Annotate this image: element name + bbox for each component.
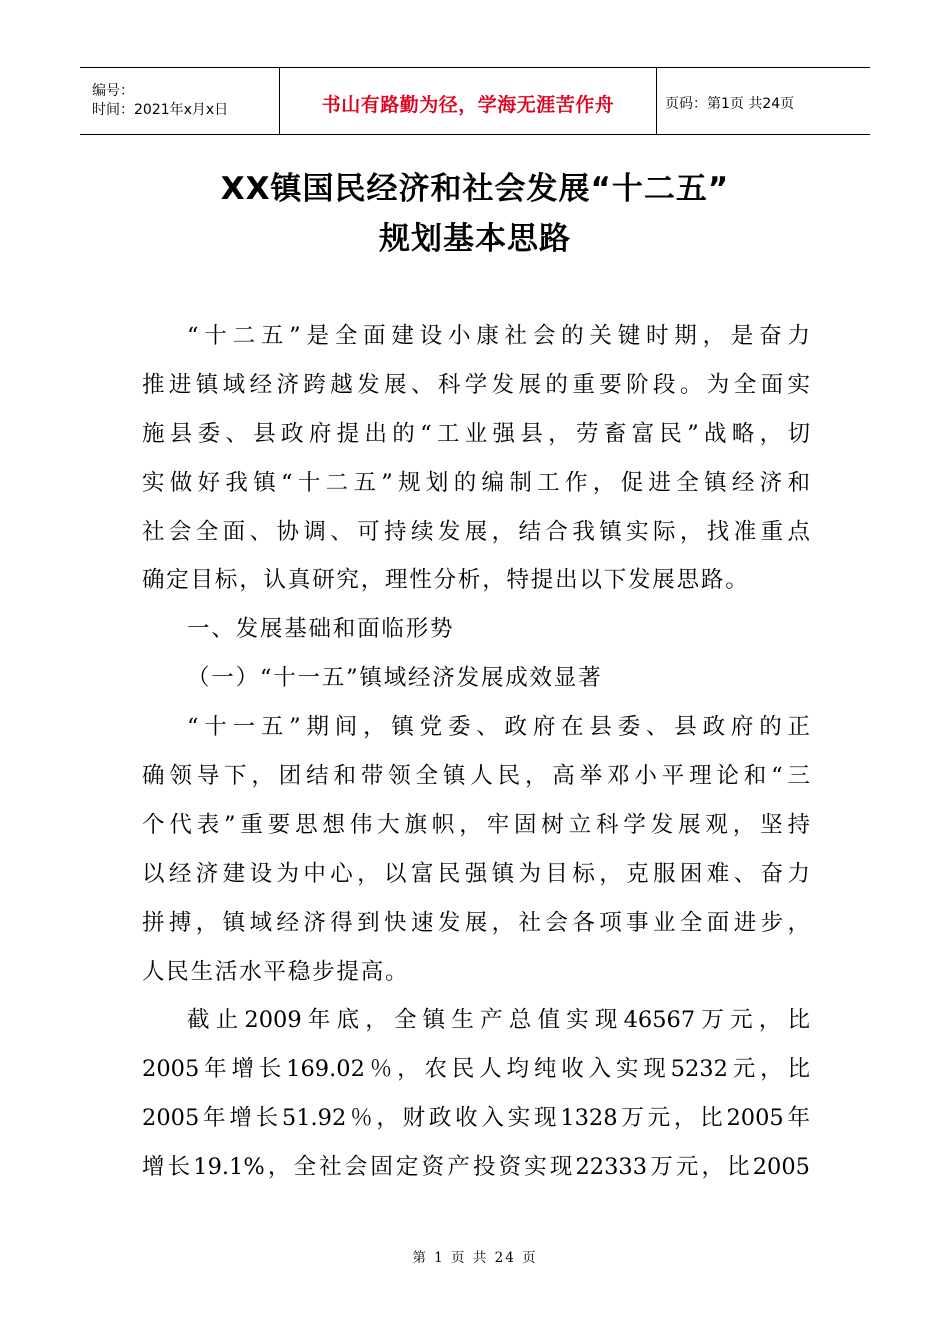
section-heading: 一、发展基础和面临形势 — [187, 616, 455, 643]
body-line: 推进镇域经济跨越发展、科学发展的重要阶段。为全面实 — [142, 371, 810, 398]
document-body — [142, 318, 810, 1198]
body-line: 施县委、县政府提出的“工业强县，劳畜富民”战略，切 — [142, 420, 810, 447]
header-page-info: 页码：第1页 共24页 — [665, 96, 795, 112]
body-line: 以经济建设为中心，以富民强镇为目标，克服困难、奋力 — [142, 860, 810, 887]
body-line: 社会全面、协调、可持续发展，结合我镇实际，找准重点 — [142, 518, 810, 545]
body-line: 实做好我镇“十二五”规划的编制工作，促进全镇经济和 — [142, 469, 810, 496]
document-time-label: 时间：2021年x月x日 — [92, 102, 229, 118]
document-number-label: 编号： — [92, 83, 134, 99]
body-line: 确领导下，团结和带领全镇人民，高举邓小平理论和“三 — [142, 763, 810, 790]
body-line: 拼搏，镇域经济得到快速发展，社会各项事业全面进步， — [142, 909, 810, 936]
body-line: 个代表”重要思想伟大旗帜，牢固树立科学发展观，坚持 — [142, 811, 810, 838]
header-meta-cell — [80, 68, 280, 134]
body-line: “十二五”是全面建设小康社会的关键时期，是奋力 — [187, 323, 810, 349]
body-line: 人民生活水平稳步提高。 — [142, 958, 410, 985]
header-motto: 书山有路勤为径，学海无涯苦作舟 — [321, 93, 615, 116]
body-line: “十一五”期间，镇党委、政府在县委、县政府的正 — [187, 714, 810, 741]
document-title-line-2: 规划基本思路 — [379, 221, 571, 257]
body-line: 确定目标，认真研究，理性分析，特提出以下发展思路。 — [142, 567, 750, 594]
header-page-cell — [657, 68, 870, 134]
body-line: 增长19.1%，全社会固定资产投资实现22333万元，比2005 — [142, 1154, 810, 1181]
page-footer: 第 1 页 共 24 页 — [412, 1250, 538, 1266]
body-line: 2005年增长51.92％，财政收入实现1328万元，比2005年 — [142, 1105, 810, 1132]
header-motto-cell — [280, 68, 657, 134]
document-title-line-1: XX镇国民经济和社会发展“十二五” — [220, 171, 730, 207]
body-line: 2005年增长169.02％，农民人均纯收入实现5232元，比 — [142, 1056, 810, 1083]
subsection-heading: （一）“十一五”镇域经济发展成效显著 — [187, 665, 603, 692]
body-line: 截止2009年底，全镇生产总值实现46567万元，比 — [187, 1007, 810, 1034]
document-header — [80, 67, 870, 135]
